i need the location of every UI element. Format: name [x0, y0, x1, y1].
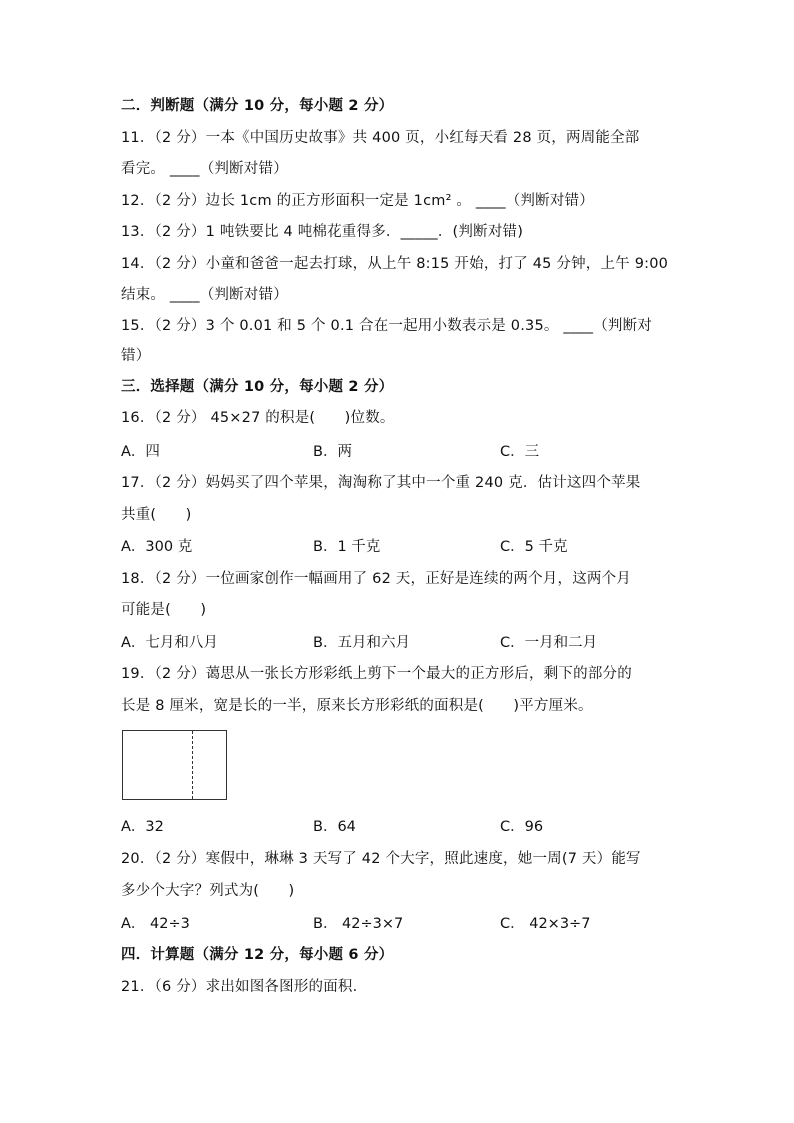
question-14-line-2: 结束。 ____（判断对错） — [121, 287, 288, 303]
question-17-option-a: A．300 克 — [121, 539, 193, 555]
question-12: 12．（2 分）边长 1cm 的正方形面积一定是 1cm² 。 ____（判断对错） — [121, 193, 594, 209]
question-17-line-2: 共重( ) — [121, 507, 192, 523]
question-16-option-c: C．三 — [500, 444, 540, 460]
question-20-option-b: B． 42÷3×7 — [313, 916, 404, 932]
question-19-line-2: 长是 8 厘米，宽是长的一半，原来长方形彩纸的面积是( )平方厘米。 — [121, 698, 593, 714]
question-17-option-c: C．5 千克 — [500, 539, 568, 555]
question-18-option-b: B．五月和六月 — [313, 635, 410, 651]
question-16-option-b: B．两 — [313, 444, 352, 460]
question-21: 21．（6 分）求出如图各图形的面积． — [121, 979, 368, 995]
rectangle-figure — [122, 730, 227, 800]
section-3-heading: 三．选择题（满分 10 分，每小题 2 分） — [121, 379, 394, 395]
question-20-line-2: 多少个大字？列式为( ) — [121, 883, 295, 899]
question-19-line-1: 19．（2 分）蔼思从一张长方形彩纸上剪下一个最大的正方形后，剩下的部分的 — [121, 666, 632, 682]
question-16: 16．（2 分） 45×27 的积是( )位数。 — [121, 410, 395, 426]
section-4-heading: 四．计算题（满分 12 分，每小题 6 分） — [121, 947, 394, 963]
question-20-line-1: 20．（2 分）寒假中，琳琳 3 天写了 42 个大字，照此速度，她一周(7 天）能写 — [121, 851, 641, 867]
square-cut-dashed-line — [192, 731, 193, 799]
question-18-line-2: 可能是( ) — [121, 602, 207, 618]
question-11-line-1: 11．（2 分）一本《中国历史故事》共 400 页，小红每天看 28 页，两周能全部 — [121, 130, 640, 146]
question-20-option-c: C． 42×3÷7 — [500, 916, 591, 932]
question-19-option-a: A．32 — [121, 819, 164, 835]
question-17-line-1: 17．（2 分）妈妈买了四个苹果，淘淘称了其中一个重 240 克．估计这四个苹果 — [121, 475, 641, 491]
question-16-option-a: A．四 — [121, 444, 160, 460]
question-14-line-1: 14．（2 分）小童和爸爸一起去打球，从上午 8:15 开始，打了 45 分钟，上午 9:00 — [121, 256, 669, 272]
question-13: 13．（2 分）1 吨铁要比 4 吨棉花重得多．_____．(判断对错) — [121, 224, 524, 240]
question-11-line-2: 看完。 ____（判断对错） — [121, 161, 288, 177]
question-19-option-c: C．96 — [500, 819, 544, 835]
question-20-option-a: A． 42÷3 — [121, 916, 190, 932]
question-18-line-1: 18．（2 分）一位画家创作一幅画用了 62 天，正好是连续的两个月，这两个月 — [121, 571, 632, 587]
question-17-option-b: B．1 千克 — [313, 539, 381, 555]
section-2-heading: 二．判断题（满分 10 分，每小题 2 分） — [121, 98, 394, 114]
question-19-option-b: B．64 — [313, 819, 356, 835]
question-18-option-a: A．七月和八月 — [121, 635, 218, 651]
question-15-line-1: 15．（2 分）3 个 0.01 和 5 个 0.1 合在一起用小数表示是 0.35。 ____（判断对 — [121, 318, 652, 334]
question-15-line-2: 错） — [121, 348, 151, 364]
question-18-option-c: C．一月和二月 — [500, 635, 598, 651]
